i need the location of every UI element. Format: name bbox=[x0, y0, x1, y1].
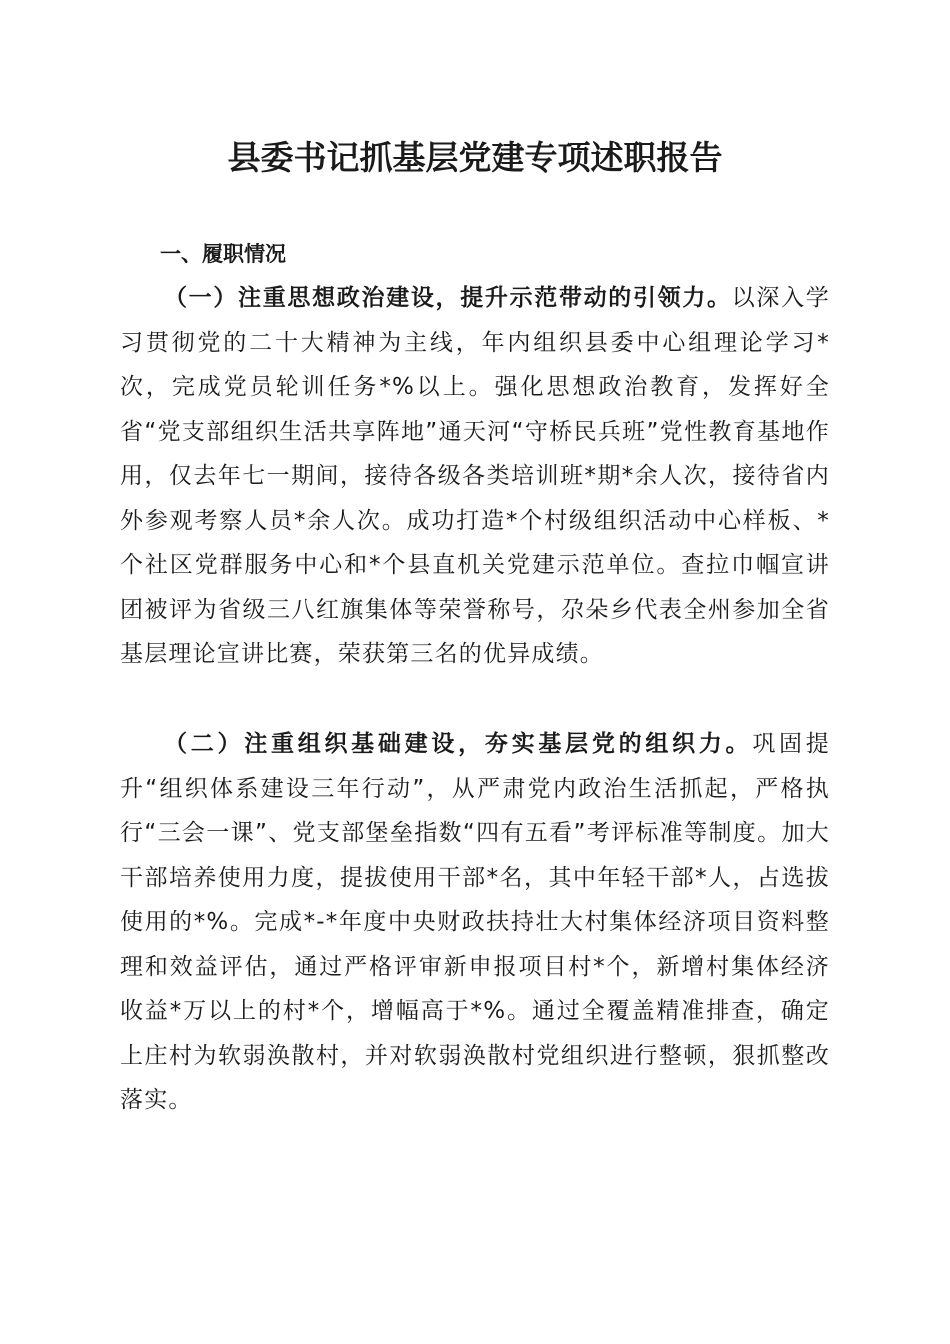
paragraph-ideological-building bbox=[120, 276, 830, 677]
document-title: 县委书记抓基层党建专项述职报告 bbox=[227, 138, 723, 177]
paragraph-body: 巩固提升“组织体系建设三年行动”，从严肃党内政治生活抓起，严格执行“三会一课”、党支部堡垒指数“四有五看”考评标准等制度。加大干部培养使用力度，提拔使用干部*名，其中年轻干部*人，占选拔使用的*%。完成*-*年度中央财政扶持壮大村集体经济项目资料整理和效益评估，通过严格评审新申报项目村*个，新增村集体经济收益*万以上的村*个，增幅高于*%。通过全覆盖精准排查，确定上庄村为软弱涣散村，并对软弱涣散村党组织进行整顿，狠抓整改落实。 bbox=[120, 731, 830, 1113]
paragraph-lead: （一）注重思想政治建设，提升示范带动的引领力。 bbox=[164, 284, 732, 311]
section-heading: 一、履职情况 bbox=[160, 242, 286, 266]
paragraph-organizational-building bbox=[120, 722, 830, 1123]
paragraph-lead: （二）注重组织基础建设，夯实基层党的组织力。 bbox=[164, 730, 753, 757]
paragraph-body: 以深入学习贯彻党的二十大精神为主线，年内组织县委中心组理论学习*次，完成党员轮训任务*%以上。强化思想政治教育，发挥好全省“党支部组织生活共享阵地”通天河“守桥民兵班”党性教育基地作用，仅去年七一期间，接待各级各类培训班*期*余人次，接待省内外参观考察人员*余人次。成功打造*个村级组织活动中心样板、*个社区党群服务中心和*个县直机关党建示范单位。查拉巾帼宣讲团被评为省级三八红旗集体等荣誉称号，尕朵乡代表全州参加全省基层理论宣讲比赛，荣获第三名的优异成绩。 bbox=[120, 285, 830, 667]
